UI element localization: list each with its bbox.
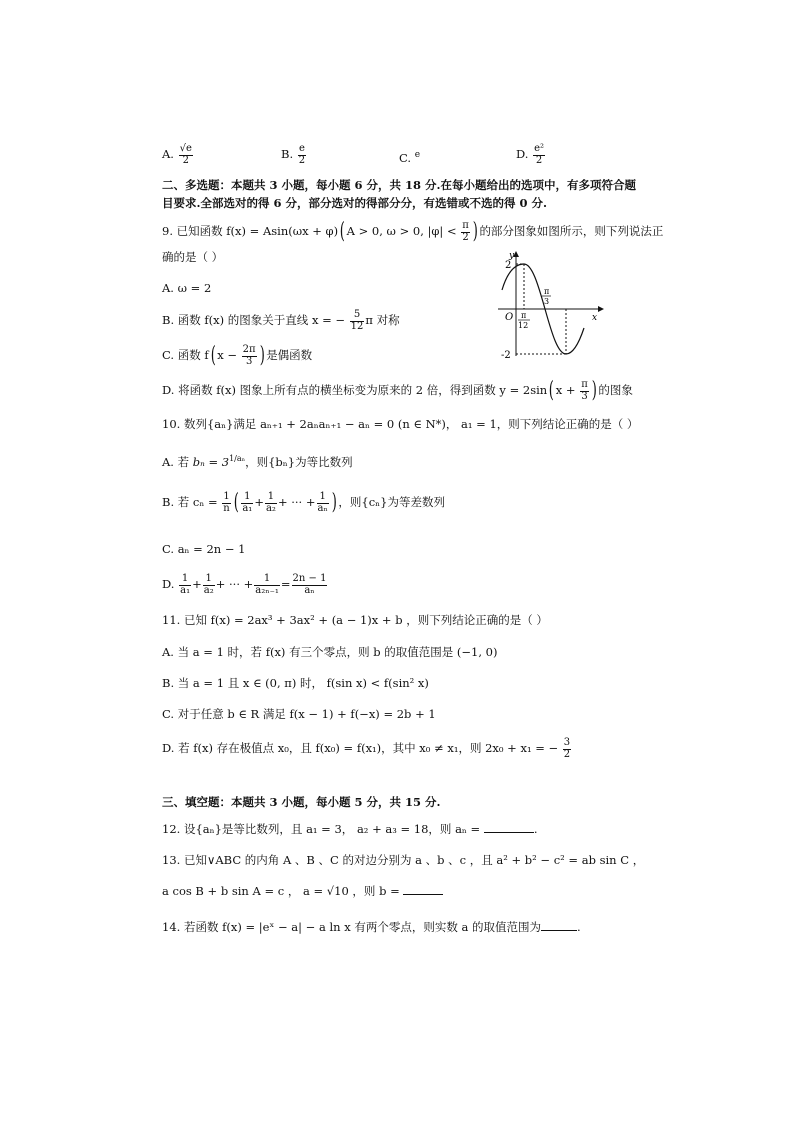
q10-b-frac [222,492,230,514]
section2-line1: 二、多选题：本题共 3 小题，每小题 6 分，共 18 分.在每小题给出的选项中，有多项符合题 [162,178,637,192]
q10-option-a [162,455,353,468]
q10-stem: 10. 数列{aₙ}满足 aₙ₊₁ + 2aₙaₙ₊₁ − aₙ = 0 (n ∈ N*)， a₁ = 1，则下列结论正确的是（ ） [162,417,639,431]
q10-d-t3 [254,574,280,596]
q13-line2-text: a cos B + b sin A = c ， a = √10 ，则 b = [162,884,400,898]
q9-b-num: 5 [350,310,365,322]
q10-d-t3-num: 1 [254,574,280,586]
graph-y-max: 2 [505,260,512,271]
q8-c-val: e [414,150,421,160]
q10-d-eq: = [280,577,291,591]
q12-answer-blank[interactable] [484,822,534,833]
graph-origin: O [505,312,514,323]
q10-d-t2-den: a₂ [203,584,214,596]
q9-condition: A > 0, ω > 0, |φ| < [346,224,457,238]
graph-tick1-den: 12 [518,321,529,330]
q10-d-t1 [179,574,191,596]
q9-option-d: D. 将函数 f(x) 图象上所有点的横坐标变为原来的 2 倍，得到函数 y = 2sin( x + $\frac{\pi}{3}$ ) 的图象 [162,378,633,403]
q14-pre: 14. 若函数 f(x) = |eˣ − a| − a ln x 有两个零点，则实数 a 的取值范围为 [162,920,541,934]
q9-c-den: 3 [245,355,253,367]
q13-line1: 13. 已知∨ABC 的内角 A 、B 、C 的对边分别为 a 、b 、c ，且 a² + b² − c² = ab sin C ， [162,853,645,867]
q13-line2 [162,884,443,898]
q8-a-label: A. [162,147,174,161]
q10-b-t3 [317,492,329,514]
q10-d-pre: D. [162,577,175,591]
q9-d-post: 的图象 [598,383,633,397]
q10-d-t1-num: 1 [179,574,191,586]
graph-y-label: y [509,251,515,261]
q8-option-d [516,144,546,166]
q8-a-den: 2 [182,154,189,166]
q8-a-num: √e [179,143,192,154]
q9-cond-den: 2 [462,231,469,243]
q8-option-b [281,144,307,166]
q11-option-c: C. 对于任意 b ∈ R 满足 f(x − 1) + f(−x) = 2b + 1 [162,707,436,721]
q10-option-c: C. aₙ = 2n − 1 [162,542,246,556]
q11-d-num: 3 [563,737,571,748]
q11-d-pre: D. 若 f(x) 存在极值点 x₀，且 f(x₀) = f(x₁)，其中 x₀ ≠ x₁，则 2x₀ + x₁ = − [162,741,559,755]
q10-b-t1-num: 1 [241,492,253,504]
q8-b-den: 2 [298,154,306,166]
graph-tick2-den: 3 [544,297,550,306]
q10-option-d: D. $\frac{1}{\text{a₁}}$ + $\frac{1}{\text{a₂}}$ + ··· + $\frac{1}{\text{a₂ₙ₋₁}}$ = $\frac{2n - 1}{\text{aₙ}}$ [162,573,327,596]
q9-c-frac [242,345,257,367]
q10-d-dots: + ··· + [215,577,254,591]
q9-option-c: C. 函数 f( x − $\frac{2\pi}{3}$ ) 是偶函数 [162,343,313,368]
q10-d-t1-den: a₁ [180,584,191,596]
q10-a-pre: A. 若 [162,454,190,469]
q9-line2: 确的是（ ） [162,250,224,264]
q8-option-a [162,144,194,166]
x-axis-arrow [598,306,604,312]
q10-b-frac-num: 1 [223,491,230,502]
q9-c-inner: x − [217,348,237,362]
q10-b-t1-den: a₁ [242,502,253,514]
q8-a-frac [179,144,193,166]
q10-d-rhs-num: 2n − 1 [292,573,327,584]
q10-b-t3-den: aₙ [317,502,328,514]
q8-b-num: e [298,143,305,154]
q10-b-t3-num: 1 [317,492,329,504]
sine-graph [496,250,606,358]
q9-b-post: π 对称 [365,313,400,327]
q10-d-rhs-den: aₙ [304,584,315,596]
q10-option-b: B. 若 cₙ = $\frac{1}{n}$ ( $\frac{1}{\text{a₁}}$ + $\frac{1}{\text{a₂}}$ + ··· + $\frac{1}{\text{aₙ}}$ ) ，则{cₙ}为等差数列 [162,490,445,515]
q9-prefix: 9. 已知函数 f(x) = Asin(ωx + φ) [162,224,339,238]
q9-c-pre: C. 函数 f [162,348,209,362]
q10-b-pre: B. 若 cₙ = [162,495,218,509]
q8-option-c [399,151,420,164]
q10-b-frac-den: n [223,502,230,514]
q9-d-pre: D. 将函数 f(x) 图象上所有点的横坐标变为原来的 2 倍，得到函数 y = 2sin [162,383,548,397]
q10-b-t2-num: 1 [265,492,277,504]
q9-b-den: 12 [350,320,364,332]
q9-cond-frac [461,221,470,243]
q12-stem: 12. 设{aₙ}是等比数列，且 a₁ = 3， a₂ + a₃ = 18，则 aₙ = . [162,822,538,836]
q13-answer-blank[interactable] [403,884,443,895]
q8-c-label: C. [399,150,412,165]
q9-d-den: 3 [581,390,588,402]
q10-b-t1 [241,492,253,514]
graph-y-min: -2 [501,350,511,358]
q10-d-t2-num: 1 [203,574,215,586]
q12-text: 12. 设{aₙ}是等比数列，且 a₁ = 3， a₂ + a₃ = 18，则 aₙ = [162,822,481,836]
q10-a-post: ，则{bₙ}为等比数列 [245,454,353,469]
q9-b-frac [350,310,365,332]
q8-b-label: B. [281,147,294,161]
q11-stem: 11. 已知 f(x) = 2ax³ + 3ax² + (a − 1)x + b ，则下列结论正确的是（ ） [162,613,548,627]
q10-d-t3-den: a₂ₙ₋₁ [255,584,279,596]
q11-d-frac [563,738,571,760]
q10-b-t2-den: a₂ [265,502,276,514]
q11-d-den: 2 [563,748,571,760]
q9-b-pre: B. 函数 f(x) 的图象关于直线 x = − [162,313,346,327]
q14-answer-blank[interactable] [541,920,577,931]
q9-cond-num: π [462,220,469,231]
q9-d-frac [580,380,589,402]
q10-b-post: ，则{cₙ}为等差数列 [338,495,445,509]
section3-title: 三、填空题：本题共 3 小题，每小题 5 分，共 15 分. [162,795,441,809]
q14-stem [162,920,581,934]
q9-option-b [162,310,400,332]
q8-d-den: 2 [535,154,543,166]
q10-a-exp: 1/aₙ [229,454,246,463]
q11-option-a: A. 当 a = 1 时，若 f(x) 有三个零点，则 b 的取值范围是 (−1, 0) [162,645,498,659]
q14-post: . [577,920,581,934]
graph-tick2-num: π [544,287,550,296]
q11-option-d [162,738,572,760]
q9-d-num: π [581,379,588,390]
q11-option-b: B. 当 a = 1 且 x ∈ (0, π) 时， f(sin x) < f(sin² x) [162,676,429,690]
section2-line2: 目要求.全部选对的得 6 分，部分选对的得部分分，有选错或不选的得 0 分. [162,196,548,210]
q10-b-t2 [265,492,277,514]
q9-option-a: A. ω = 2 [162,281,212,295]
graph-tick1-num: π [521,311,527,320]
q8-d-frac [533,144,545,166]
q8-b-frac [298,144,306,166]
q8-d-num: e² [534,143,545,154]
q8-d-label: D. [516,147,529,161]
q10-d-t2 [203,574,215,596]
q9-c-post: 是偶函数 [266,348,313,362]
q10-a-expr: bₙ = 3 [192,454,230,469]
graph-x-label: x [592,313,598,323]
q10-d-rhs [292,574,328,596]
q10-b-dots: + ··· + [277,495,316,509]
q9-stem: 9. 已知函数 f(x) = Asin(ωx + φ)( A > 0, ω > 0, |φ| < $\frac{\pi}{2}$ ) 的部分图象如图所示，则下列说法正 [162,219,664,244]
q9-d-inner: x + [555,383,576,397]
q9-suffix: 的部分图象如图所示，则下列说法正 [479,224,664,238]
q9-c-num: 2π [242,344,256,355]
